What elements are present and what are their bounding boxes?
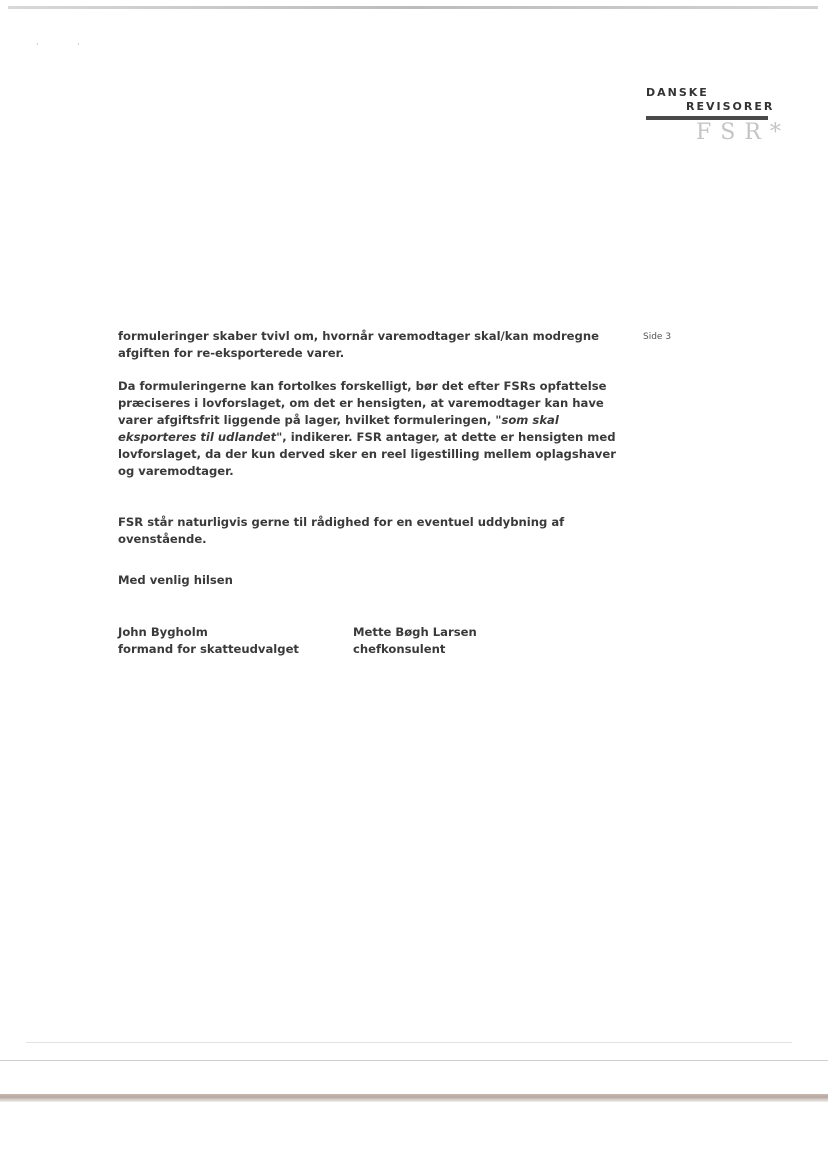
paragraph-1: formuleringer skaber tvivl om, hvornår varemodtager skal/kan modregne afgiften for re-eksporterede varer. [118, 329, 599, 360]
signature-right-name: Mette Bøgh Larsen [353, 625, 477, 639]
signature-left-name: John Bygholm [118, 625, 208, 639]
closing-greeting: Med venlig hilsen [118, 573, 233, 587]
paragraph-2-emphasis: som skal eksporteres til udlandet [118, 413, 559, 444]
logo-line-revisorer: REVISORER [686, 100, 775, 113]
paragraph-2-part-1: Da formuleringerne kan fortolkes forskelligt, bør det efter FSRs opfattelse præciseres i lovforslaget, om det er hensigten, at varemodtager kan have varer afgiftsfrit liggende på lager, hvilket formuleringen, " [118, 379, 607, 427]
page-number: Side 3 [643, 332, 672, 342]
footer-rule-secondary [0, 1060, 828, 1061]
signature-right [353, 624, 477, 658]
logo-mark-fsr: FSR* [696, 120, 790, 145]
scan-edge-top [8, 6, 818, 9]
scan-specks: · · [36, 40, 98, 49]
footer-rule [26, 1042, 792, 1043]
scan-edge-bottom [0, 1094, 828, 1102]
signature-right-title: chefkonsulent [353, 642, 446, 656]
signature-left [118, 624, 299, 658]
paragraph-3: FSR står naturligvis gerne til rådighed for en eventuel uddybning af ovenstående. [118, 515, 565, 546]
logo-line-danske: DANSKE [646, 86, 709, 99]
signature-left-title: formand for skatteudvalget [118, 642, 299, 656]
paragraph-2-part-2: ", indikerer. FSR antager, at dette er hensigten med lovforslaget, da der kun derved sker en reel ligestilling mellem oplagshaver og varemodtager. [118, 430, 616, 478]
paragraph-2 [118, 378, 618, 480]
fsr-logo [640, 86, 790, 148]
